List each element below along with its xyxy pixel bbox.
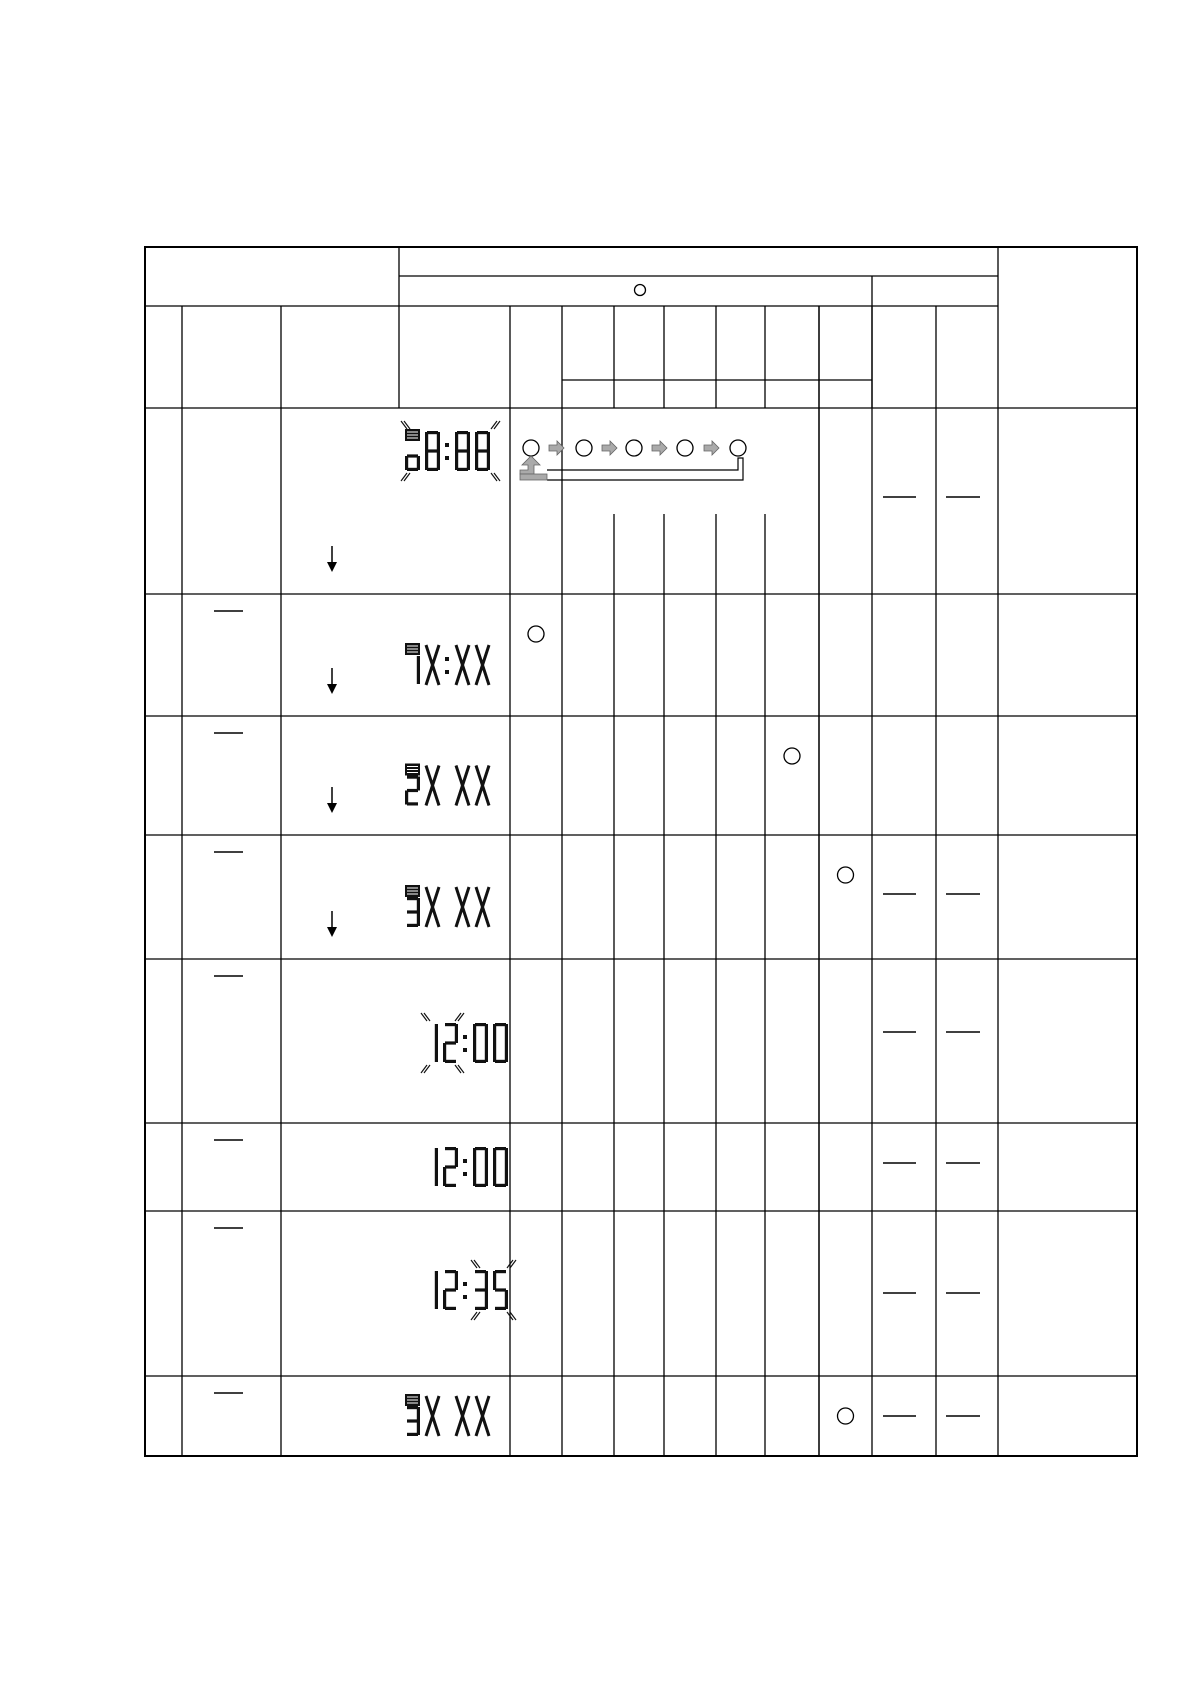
down-arrow-icon xyxy=(327,911,337,937)
lcd-digit xyxy=(476,766,489,806)
blink-mark xyxy=(471,1260,477,1268)
down-arrow-icon xyxy=(327,787,337,813)
circle-mark xyxy=(626,440,642,456)
down-arrow-icon xyxy=(327,546,337,572)
blink-mark xyxy=(491,473,497,481)
circle-mark xyxy=(523,440,539,456)
lcd-digit xyxy=(456,645,469,685)
lcd-colon xyxy=(463,1159,467,1163)
blink-mark xyxy=(458,1065,464,1073)
lcd-display xyxy=(405,643,489,685)
blink-mark xyxy=(421,1013,427,1021)
lcd-digit xyxy=(417,656,420,684)
lcd-digit xyxy=(443,1023,458,1063)
lcd-digit xyxy=(426,645,439,685)
blink-mark xyxy=(455,1065,461,1073)
blink-mark xyxy=(458,1013,464,1021)
lcd-colon xyxy=(445,456,449,460)
lcd-digit xyxy=(493,1147,508,1187)
lcd-digit xyxy=(476,887,489,927)
circle-mark xyxy=(528,626,544,642)
down-arrow-icon xyxy=(327,668,337,694)
lcd-digit xyxy=(426,1396,439,1436)
lcd-colon xyxy=(463,1295,467,1299)
lcd-colon xyxy=(463,1035,467,1039)
lcd-colon xyxy=(463,1282,467,1286)
blink-mark xyxy=(510,1260,516,1268)
lcd-digit xyxy=(476,1396,489,1436)
lcd-digit xyxy=(407,1406,420,1436)
lcd-digit xyxy=(407,897,420,927)
blink-mark xyxy=(491,421,497,429)
lcd-display xyxy=(405,885,489,927)
circle-mark xyxy=(576,440,592,456)
lcd-digit xyxy=(493,1270,508,1310)
lcd-digit xyxy=(456,766,469,806)
right-arrow-icon xyxy=(602,441,617,455)
lcd-digit xyxy=(426,887,439,927)
lcd-digit xyxy=(435,1024,438,1062)
lcd-digit xyxy=(435,1271,438,1309)
up-arrow-icon xyxy=(520,456,540,474)
table-frame xyxy=(145,247,1137,1456)
blink-mark xyxy=(424,1013,430,1021)
lcd-digit xyxy=(475,1270,488,1310)
lcd-digit xyxy=(435,1148,438,1186)
blink-mark xyxy=(404,473,410,481)
right-arrow-icon xyxy=(704,441,719,455)
blink-mark xyxy=(421,1065,427,1073)
circle-mark xyxy=(838,1408,854,1424)
lcd-colon xyxy=(445,443,449,447)
circle-mark xyxy=(677,440,693,456)
lcd-digit xyxy=(443,1270,458,1310)
blink-mark xyxy=(471,1312,477,1320)
lcd-colon xyxy=(445,670,449,674)
lcd-colon xyxy=(445,657,449,661)
lcd-digit xyxy=(426,766,439,806)
lcd-digit xyxy=(405,454,420,471)
circle-mark xyxy=(784,748,800,764)
lcd-digit xyxy=(493,1023,508,1063)
lcd-display xyxy=(435,1260,516,1320)
lcd-colon xyxy=(463,1048,467,1052)
lcd-display xyxy=(405,764,489,806)
blink-mark xyxy=(401,421,407,429)
circle-mark xyxy=(838,867,854,883)
blink-mark xyxy=(510,1312,516,1320)
lcd-digit xyxy=(456,887,469,927)
circle-mark xyxy=(730,440,746,456)
lcd-digit xyxy=(475,431,490,471)
lcd-digit xyxy=(443,1147,458,1187)
blink-mark xyxy=(455,1013,461,1021)
lcd-digit xyxy=(455,431,470,471)
lcd-display xyxy=(405,1394,489,1436)
lcd-display xyxy=(421,1013,508,1073)
lcd-digit xyxy=(425,431,440,471)
lcd-digit xyxy=(473,1147,488,1187)
header-circle-mark xyxy=(635,285,646,296)
lcd-digit xyxy=(405,776,420,806)
lcd-display xyxy=(401,421,500,481)
return-loop xyxy=(547,458,743,480)
cycle-diagram xyxy=(520,440,746,480)
blink-mark xyxy=(404,421,410,429)
blink-mark xyxy=(494,473,500,481)
return-arrow-tail xyxy=(520,474,547,480)
blink-mark xyxy=(424,1065,430,1073)
lcd-colon xyxy=(463,1172,467,1176)
lcd-digit xyxy=(456,1396,469,1436)
blink-mark xyxy=(474,1312,480,1320)
blink-mark xyxy=(474,1260,480,1268)
lcd-display xyxy=(435,1147,508,1187)
lcd-digit xyxy=(473,1023,488,1063)
blink-mark xyxy=(494,421,500,429)
right-arrow-icon xyxy=(652,441,667,455)
lcd-digit xyxy=(476,645,489,685)
blink-mark xyxy=(401,473,407,481)
